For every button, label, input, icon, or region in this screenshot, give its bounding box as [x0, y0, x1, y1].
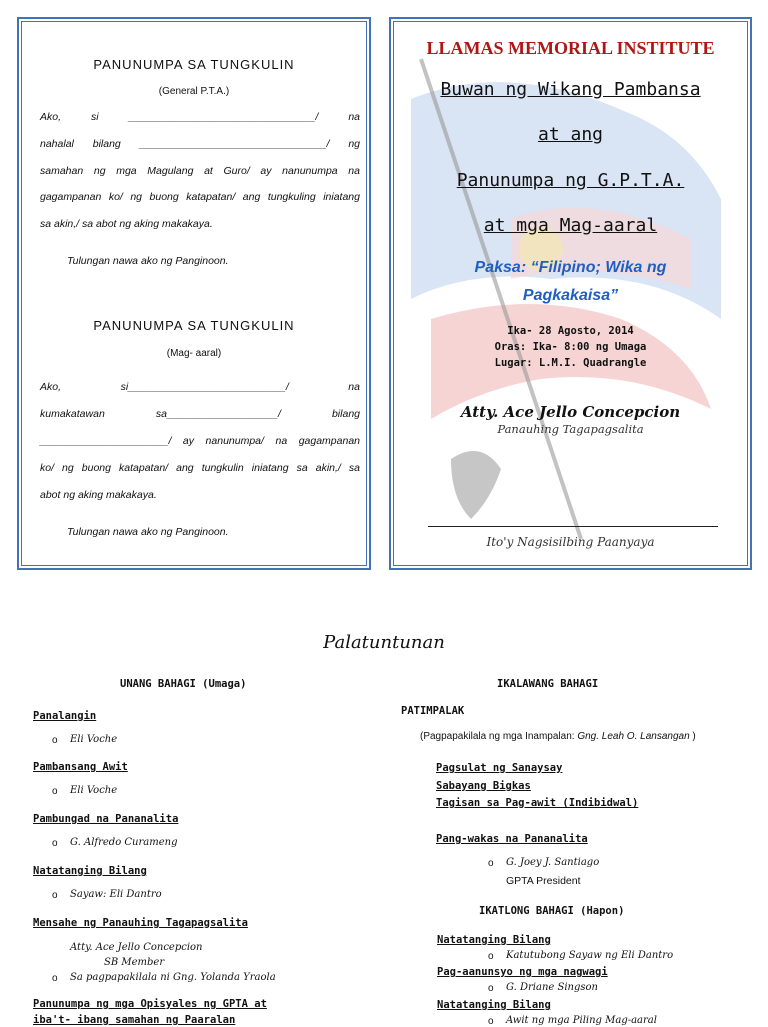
program-item-label: Natatanging Bilang — [33, 865, 147, 877]
oath2-prayer: Tulungan nawa ako ng Panginoon. — [67, 526, 229, 538]
event-date: Ika- 28 Agosto, 2014 — [507, 325, 634, 337]
program-item-label: Mensahe ng Panauhing Tagapagsalita — [33, 917, 248, 929]
signature-line — [428, 526, 718, 527]
closing-speaker-role: GPTA President — [506, 875, 581, 887]
bullet-icon: o — [488, 1016, 494, 1027]
invitation-footer: Ito'y Nagsisilbing Paanyaya — [486, 535, 655, 549]
program-item-label: Pambungad na Pananalita — [33, 813, 179, 825]
judges-intro: (Pagpapakilala ng mga Inampalan: Gng. Leah O. Lansangan ) — [420, 731, 696, 742]
bullet-icon: o — [52, 786, 58, 797]
institute-name: LLAMAS MEMORIAL INSTITUTE — [426, 38, 715, 58]
oath2-subtitle: (Mag- aaral) — [166, 348, 222, 359]
oath1-title: PANUNUMPA SA TUNGKULIN — [93, 57, 295, 72]
oath2-line: kumakatawan sa___________________/ bilang — [40, 408, 360, 420]
oath1-line: Ako, si ________________________________/ na — [40, 111, 360, 123]
oath2-line: abot ng aking makakaya. — [40, 489, 157, 501]
part2-title: IKALAWANG BAHAGI — [497, 678, 599, 690]
oath1-subtitle: (General P.T.A.) — [158, 86, 230, 97]
program-item-detail: Sayaw: Eli Dantro — [70, 889, 162, 900]
program-item-label: Pambansang Awit — [33, 761, 128, 773]
program-item-label: Natatanging Bilang — [437, 934, 551, 946]
oath1-line: samahan ng mga Magulang at Guro/ ay nanunumpa na — [40, 165, 360, 177]
program-item-detail: Katutubong Sayaw ng Eli Dantro — [506, 950, 674, 961]
program-item-label: iba't- ibang samahan ng Paaralan — [33, 1014, 236, 1026]
program-heading: Palatuntunan — [323, 632, 445, 653]
program-item-detail: Awit ng mga Piling Mag-aaral — [506, 1015, 657, 1026]
event-title-line: at mga Mag-aaral — [483, 215, 658, 236]
program-item-detail: G. Alfredo Curameng — [70, 837, 178, 848]
program-item-label: Panunumpa ng mga Opisyales ng GPTA at — [33, 998, 267, 1010]
speaker-role: SB Member — [104, 957, 165, 968]
bullet-icon: o — [52, 890, 58, 901]
theme-line: Pagkakaisa” — [522, 287, 619, 304]
speaker-name: Atty. Ace Jello Concepcion — [70, 942, 203, 953]
part3-title: IKATLONG BAHAGI (Hapon) — [479, 905, 625, 917]
oath2-line: ko/ ng buong katapatan/ ang tungkulin iniatang sa akin,/ sa — [40, 462, 360, 474]
program-item-detail: Eli Voche — [70, 734, 118, 745]
event-venue: Lugar: L.M.I. Quadrangle — [494, 357, 647, 369]
bullet-icon: o — [488, 858, 494, 869]
program-item-label: Pag-aanunsyo ng mga nagwagi — [437, 966, 608, 978]
program-item-label: Pang-wakas na Pananalita — [436, 833, 588, 845]
oath1-line: gagampanan ko/ ng buong katapatan/ ang tungkuling iniatang — [40, 191, 360, 203]
program-item-detail: Eli Voche — [70, 785, 118, 796]
event-title-line: Panunumpa ng G.P.T.A. — [456, 170, 685, 191]
bullet-icon: o — [52, 973, 58, 984]
contest-label: PATIMPALAK — [401, 705, 465, 717]
oath1-prayer: Tulungan nawa ako ng Panginoon. — [67, 255, 229, 267]
contest-item: Tagisan sa Pag-awit (Indibidwal) — [436, 797, 639, 809]
invitation-card — [389, 17, 752, 570]
speaker-name: Atty. Ace Jello Concepcion — [460, 403, 681, 421]
event-time: Oras: Ika- 8:00 ng Umaga — [494, 341, 647, 353]
contest-item: Pagsulat ng Sanaysay — [436, 762, 563, 774]
contest-item: Sabayang Bigkas — [436, 780, 531, 792]
event-title-line: Buwan ng Wikang Pambansa — [440, 79, 701, 100]
oath-card — [17, 17, 371, 570]
oath2-title: PANUNUMPA SA TUNGKULIN — [93, 318, 295, 333]
program-item-label: Natatanging Bilang — [437, 999, 551, 1011]
part1-title: UNANG BAHAGI (Umaga) — [120, 678, 247, 690]
oath2-line: Ako, si___________________________/ na — [40, 381, 360, 393]
bullet-icon: o — [52, 735, 58, 746]
theme-line: Paksa: “Filipino; Wika ng — [474, 259, 667, 276]
oath2-line: ______________________/ ay nanunumpa/ na gagampanan — [40, 435, 360, 447]
program-item-detail: G. Driane Singson — [506, 982, 598, 993]
oath1-line: sa akin,/ sa abot ng aking makakaya. — [40, 218, 213, 230]
event-title-line: at ang — [537, 124, 604, 145]
oath1-line: nahalal bilang ________________________________/ ng — [40, 138, 360, 150]
bullet-icon: o — [488, 951, 494, 962]
closing-speaker: G. Joey J. Santiago — [506, 857, 600, 868]
program-item-label: Panalangin — [33, 710, 97, 722]
speaker-role: Panauhing Tagapagsalita — [497, 422, 644, 436]
bullet-icon: o — [52, 838, 58, 849]
program-item-detail: Sa pagpapakilala ni Gng. Yolanda Yraola — [70, 972, 276, 983]
bullet-icon: o — [488, 983, 494, 994]
